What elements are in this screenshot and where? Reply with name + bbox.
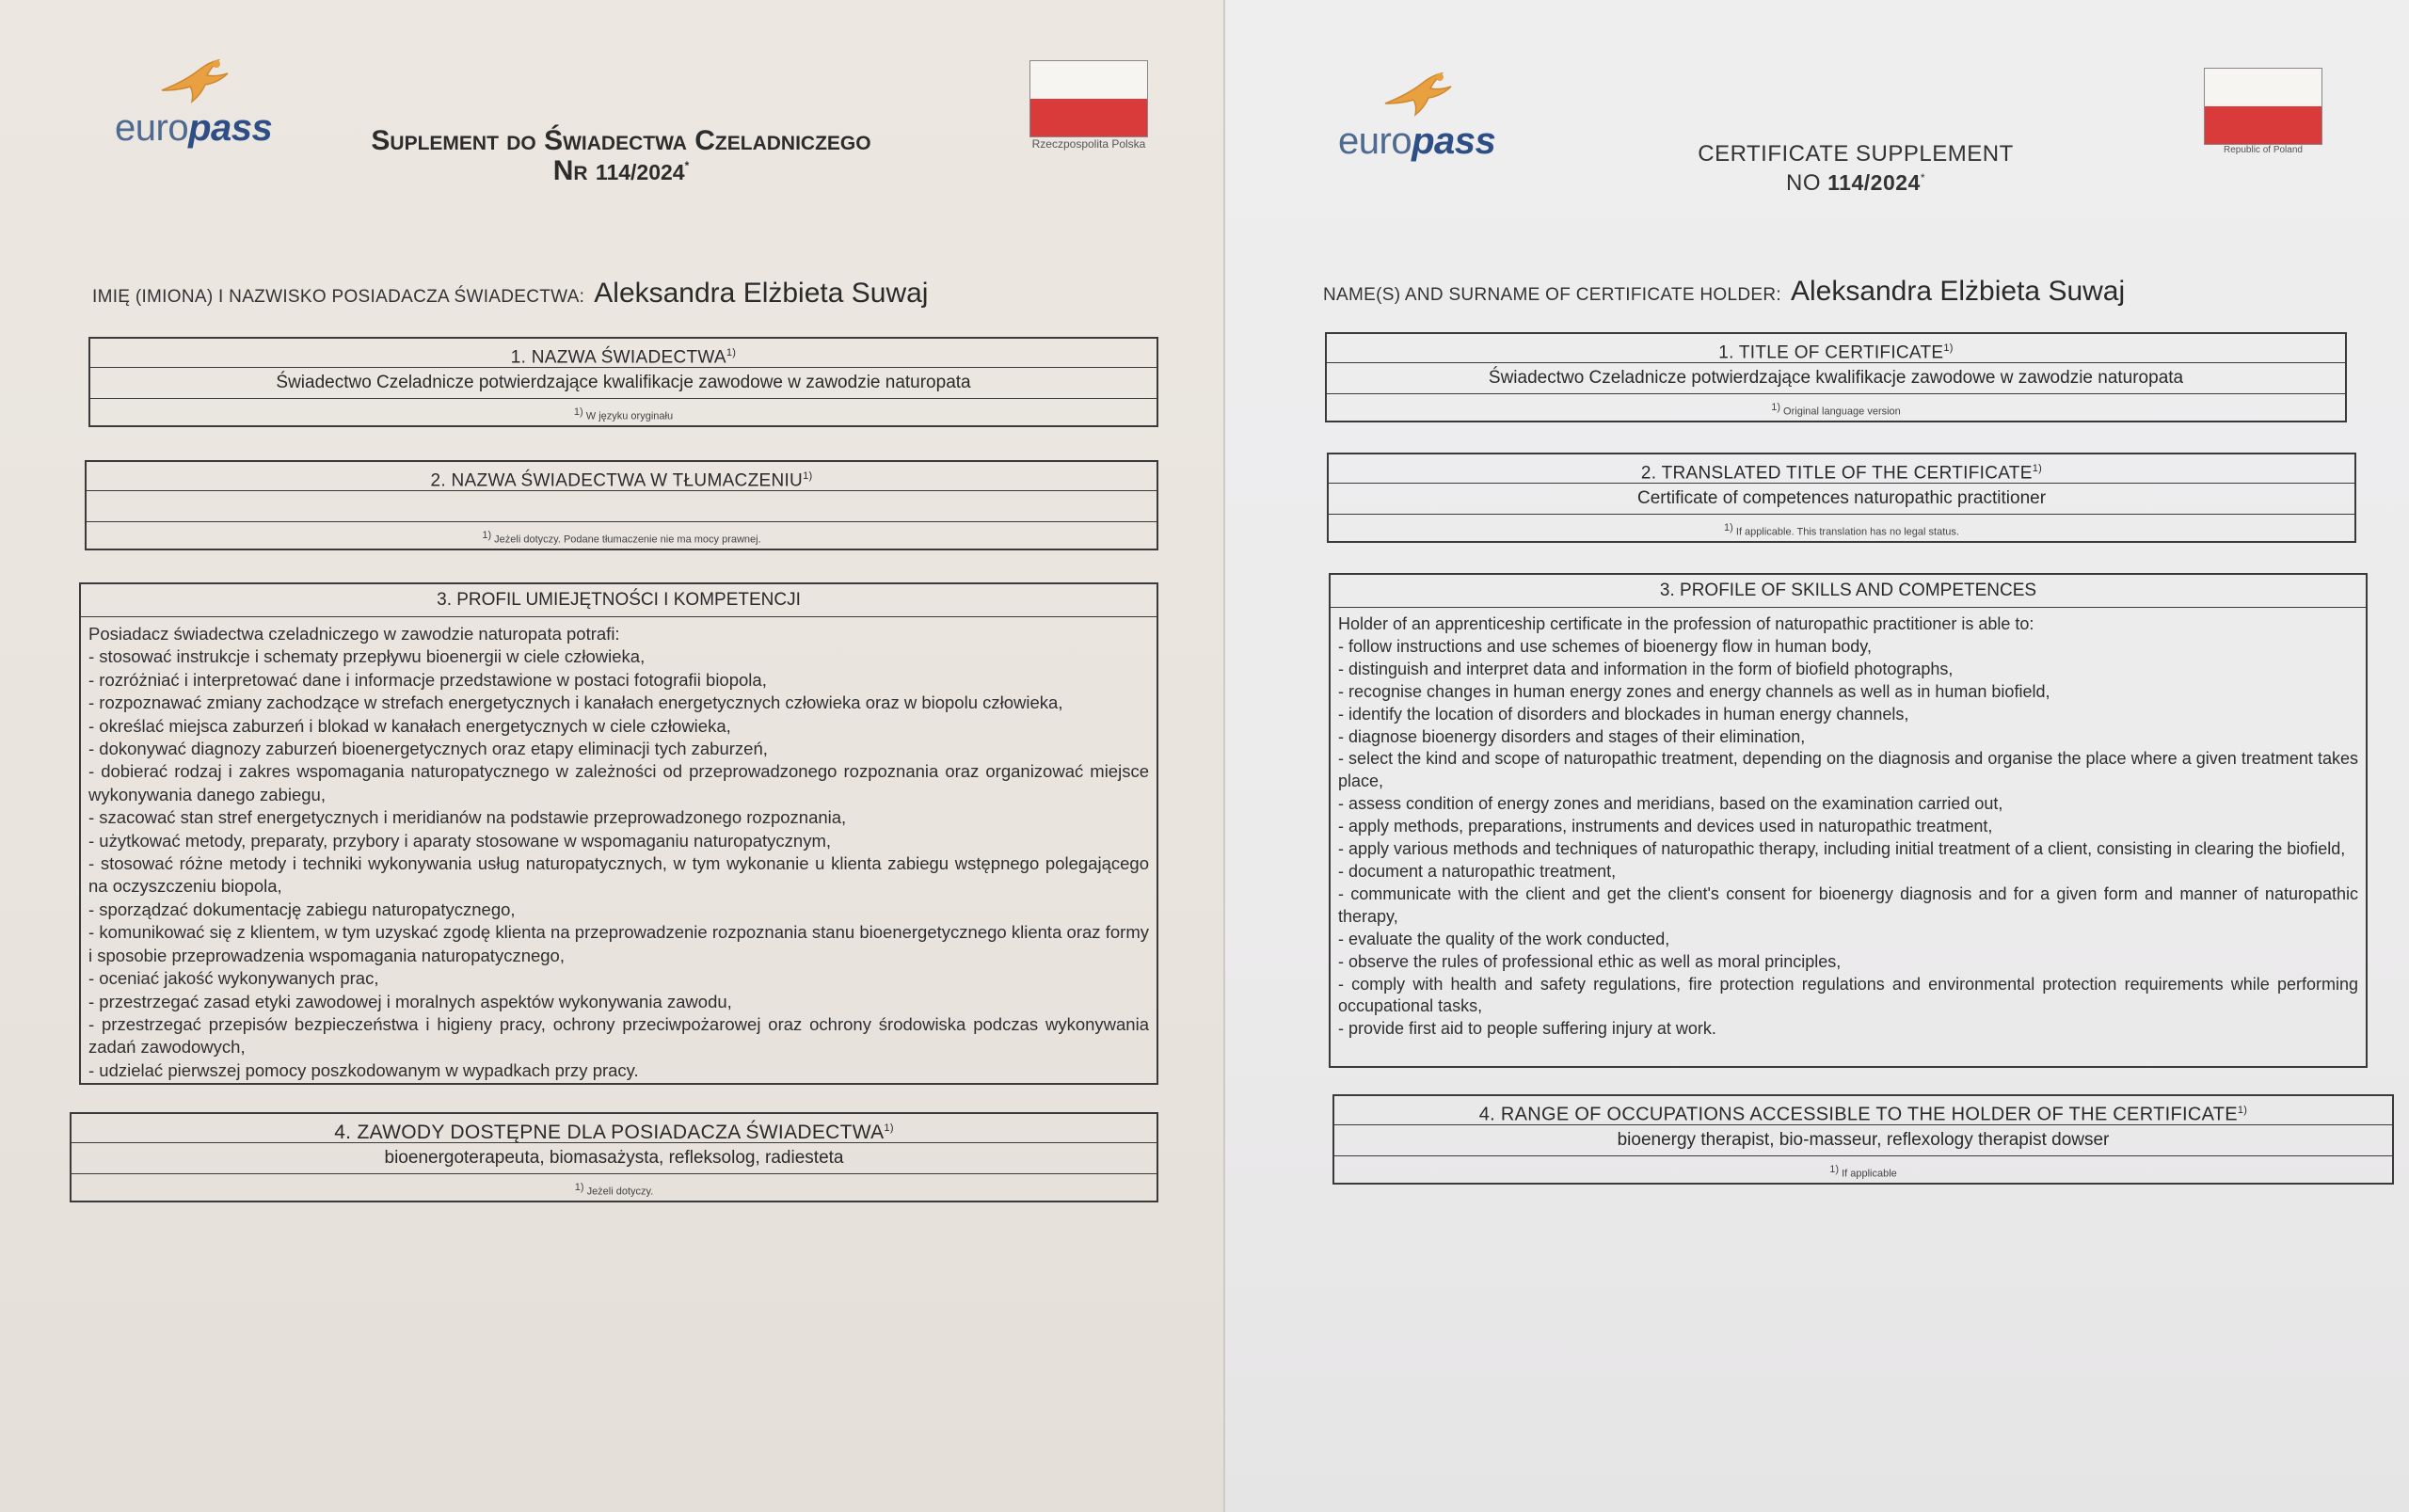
title-number-prefix: NO [1785,170,1821,197]
logo-euro-text: euro [115,107,189,149]
section-2-value: Certificate of competences naturopathic practitioner [1329,484,2354,515]
skill-item: - distinguish and interpret data and information in the form of biofield photographs, [1338,659,1954,678]
certificate-number: 114/2024 [595,159,685,184]
section-3-heading: 3. PROFIL UMIEJĘTNOŚCI I KOMPETENCJI [81,584,1157,617]
document-title [1545,139,2166,198]
section-2-box [1327,453,2356,543]
polish-flag [2204,68,2322,145]
holder-name: Aleksandra Elżbieta Suwaj [1790,276,2126,307]
section-2-note: $^{1)}$ If applicable. This translation has no legal status. [1724,522,1959,538]
section-4-note: $^{1)}$ Jeżeli dotyczy. [574,1182,654,1198]
skill-item: - stosować instrukcje i schematy przepływu bioenergii w ciele człowieka, [88,646,646,667]
title-line-1: Suplement do Świadectwa Czeladniczego [371,125,871,156]
section-3-box [1329,573,2368,1068]
skill-item: - provide first aid to people suffering injury at work. [1338,1019,1716,1039]
holder-row [1323,276,2125,308]
number-footnote-mark: * [1920,171,1925,185]
section-4-value: bioenergoterapeuta, biomasażysta, refleksolog, radiesteta [72,1143,1157,1174]
skill-item: - dobierać rodzaj i zakres wspomagania naturopatycznego w zależności od przeprowadzonego rozpoznania oraz organizować miejsce wykonywania danego zabiegu, [88,761,1149,804]
section-4-box [1332,1094,2394,1185]
skill-item: - dokonywać diagnozy zaburzeń bioenergetycznych oraz etapy eliminacji tych zaburzeń, [88,739,768,759]
holder-name: Aleksandra Elżbieta Suwaj [594,278,929,309]
section-2-note: $^{1)}$ Jeżeli dotyczy. Podane tłumaczenie nie ma mocy prawnej. [482,530,761,546]
certificate-number: 114/2024 [1827,170,1921,196]
section-1-note: $^{1)}$ W języku oryginału [573,406,674,422]
section-1-heading: 1. TITLE OF CERTIFICATE$^{1)}$ [1327,334,2345,363]
skill-item: - stosować różne metody i techniki wykonywania usług naturopatycznych, w tym wykonanie u klienta zabiegu wstępnego polegającego na oczyszczeniu biopola, [88,853,1149,897]
skill-item: - użytkować metody, preparaty, przybory i aparaty stosowane w wspomaganiu naturopatycznym, [88,830,832,851]
section-4-value: bioenergy therapist, bio-masseur, reflexology therapist dowser [1334,1125,2392,1156]
section-2-heading: 2. NAZWA ŚWIADECTWA W TŁUMACZENIU$^{1)}$ [87,462,1157,491]
skill-item: - rozpoznawać zmiany zachodzące w strefach energetycznych i kanałach energetycznych człowieka oraz w biopolu człowieka, [88,692,1063,713]
logo-euro-text: euro [1338,120,1412,162]
europass-logo [115,53,303,156]
section-2-box [85,460,1158,550]
title-number-prefix: Nr [552,154,588,186]
skill-item: - comply with health and safety regulations, fire protection regulations and environmental protection requirements while performing occupational tasks, [1338,974,2358,1016]
skill-item: - komunikować się z klientem, w tym uzyskać zgodę klienta na przeprowadzenie rozpoznania stanu bioenergetycznego klienta oraz formy i sposobie przeprowadzenia wspomagania naturopatycznego, [88,922,1149,965]
flag-caption: Republic of Poland [2224,145,2303,155]
title-line-2 [1545,168,2166,198]
holder-row [92,278,928,310]
skills-list [1331,608,2366,1046]
section-1-value: Świadectwo Czeladnicze potwierdzające kwalifikacje zawodowe w zawodzie naturopata [1327,363,2345,394]
skill-item: - udzielać pierwszej pomocy poszkodowanym w wypadkach przy pracy. [88,1059,639,1080]
section-2-value [87,491,1157,522]
skill-item: - communicate with the client and get the client's consent for bioenergy diagnosis and for a given form and manner of naturopathic therapy, [1338,883,2358,926]
skill-item: - select the kind and scope of naturopathic treatment, depending on the diagnosis and organise the place where a given treatment takes place, [1338,749,2358,791]
skill-item: - identify the location of disorders and blockades in human energy channels, [1338,704,1909,724]
section-4-heading: 4. RANGE OF OCCUPATIONS ACCESSIBLE TO THE HOLDER OF THE CERTIFICATE$^{1)}$ [1334,1096,2392,1125]
skill-item: - oceniać jakość wykonywanych prac, [88,968,379,989]
skill-item: - apply methods, preparations, instruments and devices used in naturopathic treatment, [1338,817,1993,836]
title-line-2 [282,156,960,186]
skill-item: - określać miejsca zaburzeń i blokad w kanałach energetycznych w ciele człowieka, [88,715,731,736]
polish-flag [1029,60,1148,137]
skill-item: - assess condition of energy zones and meridians, based on the examination carried out, [1338,794,2003,814]
skill-item: - observe the rules of professional ethic as well as moral principles, [1338,951,1842,971]
skill-item: - przestrzegać przepisów bezpieczeństwa i higieny pracy, ochrony przeciwpożarowej oraz ochrony środowiska podczas wykonywania zadań zawodowych, [88,1013,1149,1058]
skill-item: - follow instructions and use schemes of bioenergy flow in human body, [1338,636,1872,656]
skill-item: - rozróżniać i interpretować dane i informacje przedstawione w postaci fotografii biopola, [88,669,767,690]
section-1-note: $^{1)}$ Original language version [1771,402,1901,418]
section-2-heading: 2. TRANSLATED TITLE OF THE CERTIFICATE$^{1)}$ [1329,454,2354,484]
skill-item: - document a naturopathic treatment, [1338,861,1617,881]
section-1-heading: 1. NAZWA ŚWIADECTWA$^{1)}$ [90,339,1157,368]
section-1-value: Świadectwo Czeladnicze potwierdzające kwalifikacje zawodowe w zawodzie naturopata [90,368,1157,399]
section-4-box [70,1112,1158,1202]
section-1-box [1325,332,2347,422]
logo-pass-text: pass [1412,120,1496,162]
skill-item: - szacować stan stref energetycznych i meridianów na podstawie przeprowadzonego rozpoznania, [88,807,847,828]
title-line-1: CERTIFICATE SUPPLEMENT [1698,141,2014,167]
section-4-note: $^{1)}$ If applicable [1829,1164,1897,1180]
skills-intro: Holder of an apprenticeship certificate in the profession of naturopathic practitioner is able to: [1338,614,2034,633]
section-1-box [88,337,1158,427]
flag-caption: Rzeczpospolita Polska [1031,137,1146,151]
section-3-heading: 3. PROFILE OF SKILLS AND COMPETENCES [1331,575,2366,608]
skill-item: - przestrzegać zasad etyki zawodowej i moralnych aspektów wykonywania zawodu, [88,991,732,1011]
skill-item: - sporządzać dokumentację zabiegu naturopatycznego, [88,899,516,919]
section-3-box [79,582,1158,1085]
holder-label: NAME(S) AND SURNAME OF CERTIFICATE HOLDER: [1323,285,1781,305]
english-supplement-page [1225,0,2409,1512]
holder-label: IMIĘ (IMIONA) I NAZWISKO POSIADACZA ŚWIADECTWA: [92,287,585,307]
skill-item: - apply various methods and techniques of naturopathic therapy, including initial treatment of a client, consisting in clearing the biofield, [1338,839,2346,859]
europass-logo [1338,66,1526,169]
section-4-heading: 4. ZAWODY DOSTĘPNE DLA POSIADACZA ŚWIADECTWA$^{1)}$ [72,1114,1157,1143]
skills-list [81,617,1157,1088]
skill-item: - diagnose bioenergy disorders and stages of their elimination, [1338,726,1806,746]
logo-pass-text: pass [188,107,273,149]
number-footnote-mark: * [684,158,690,172]
skills-intro: Posiadacz świadectwa czeladniczego w zawodzie naturopata potrafi: [88,624,620,644]
skill-item: - evaluate the quality of the work conducted, [1338,929,1670,948]
skill-item: - recognise changes in human energy zones and energy channels as well as in human biofield, [1338,681,2050,701]
document-title [282,126,960,185]
